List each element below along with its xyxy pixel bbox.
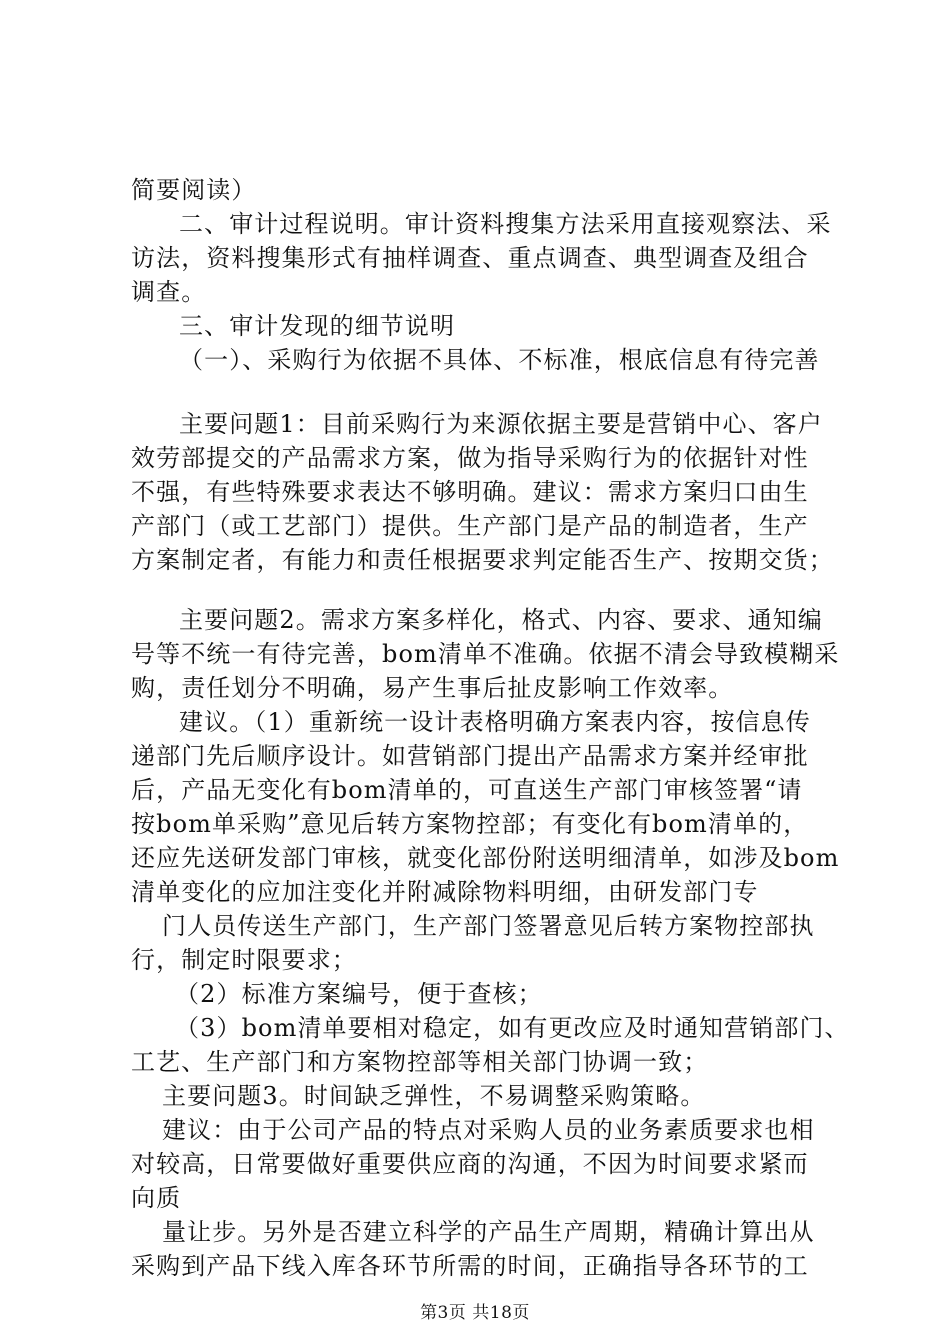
text-line: 产部门（或工艺部门）提供。生产部门是产品的制造者，生产 [131, 512, 809, 540]
text-line: 清单变化的应加注变化并附减除物料明细，由研发部门专 [131, 878, 759, 906]
text-line: 门人员传送生产部门，生产部门签署意见后转方案物控部执 [162, 912, 815, 940]
text-line: 简要阅读） [131, 176, 257, 204]
text-line: 量让步。另外是否建立科学的产品生产周期，精确计算出从 [162, 1218, 815, 1246]
text-line: 主要问题1：目前采购行为来源依据主要是营销中心、客户 [179, 410, 823, 438]
text-line: 建议：由于公司产品的特点对采购人员的业务素质要求也相 [162, 1116, 815, 1144]
text-line: 对较高，日常要做好重要供应商的沟通，不因为时间要求紧而 [131, 1150, 809, 1178]
text-line: 采购到产品下线入库各环节所需的时间，正确指导各环节的工 [131, 1252, 809, 1280]
page-number-footer: 第3页 共18页 [420, 1303, 530, 1323]
text-line: 主要问题2。需求方案多样化，格式、内容、要求、通知编 [179, 606, 823, 634]
text-line: 效劳部提交的产品需求方案，做为指导采购行为的依据针对性 [131, 444, 809, 472]
section-heading: 三、审计发现的细节说明 [179, 312, 456, 340]
text-line: 向质 [131, 1184, 182, 1212]
text-line: 还应先送研发部门审核，就变化部份附送明细清单，如涉及bom [131, 844, 840, 872]
text-line: 二、审计过程说明。审计资料搜集方法采用直接观察法、采 [179, 210, 832, 238]
text-line: 不强，有些特殊要求表达不够明确。建议：需求方案归口由生 [131, 478, 809, 506]
text-line: 主要问题3。时间缺乏弹性，不易调整采购策略。 [162, 1082, 706, 1110]
text-line: 建议。（1）重新统一设计表格明确方案表内容，按信息传 [179, 708, 811, 736]
text-line: 方案制定者，有能力和责任根据要求判定能否生产、按期交货； [131, 546, 834, 574]
text-line: 调查。 [131, 278, 207, 306]
text-line: 访法，资料搜集形式有抽样调查、重点调查、典型调查及组合 [131, 244, 809, 272]
text-line: 按bom单采购”意见后转方案物控部；有变化有bom清单的， [131, 810, 809, 838]
text-line: 后，产品无变化有bom清单的，可直送生产部门审核签署“请 [131, 776, 803, 804]
text-line: 购，责任划分不明确，易产生事后扯皮影响工作效率。 [131, 674, 734, 702]
subsection-heading: （一）、采购行为依据不具体、不标准，根底信息有待完善 [179, 346, 820, 374]
text-line: （3）bom清单要相对稳定，如有更改应及时通知营销部门、 [175, 1014, 850, 1042]
text-line: （2）标准方案编号，便于查核； [175, 980, 543, 1008]
text-line: 号等不统一有待完善，bom清单不准确。依据不清会导致模糊采 [131, 640, 840, 668]
text-line: 工艺、生产部门和方案物控部等相关部门协调一致； [131, 1048, 709, 1076]
text-line: 行，制定时限要求； [131, 946, 357, 974]
text-line: 递部门先后顺序设计。如营销部门提出产品需求方案并经审批 [131, 742, 809, 770]
